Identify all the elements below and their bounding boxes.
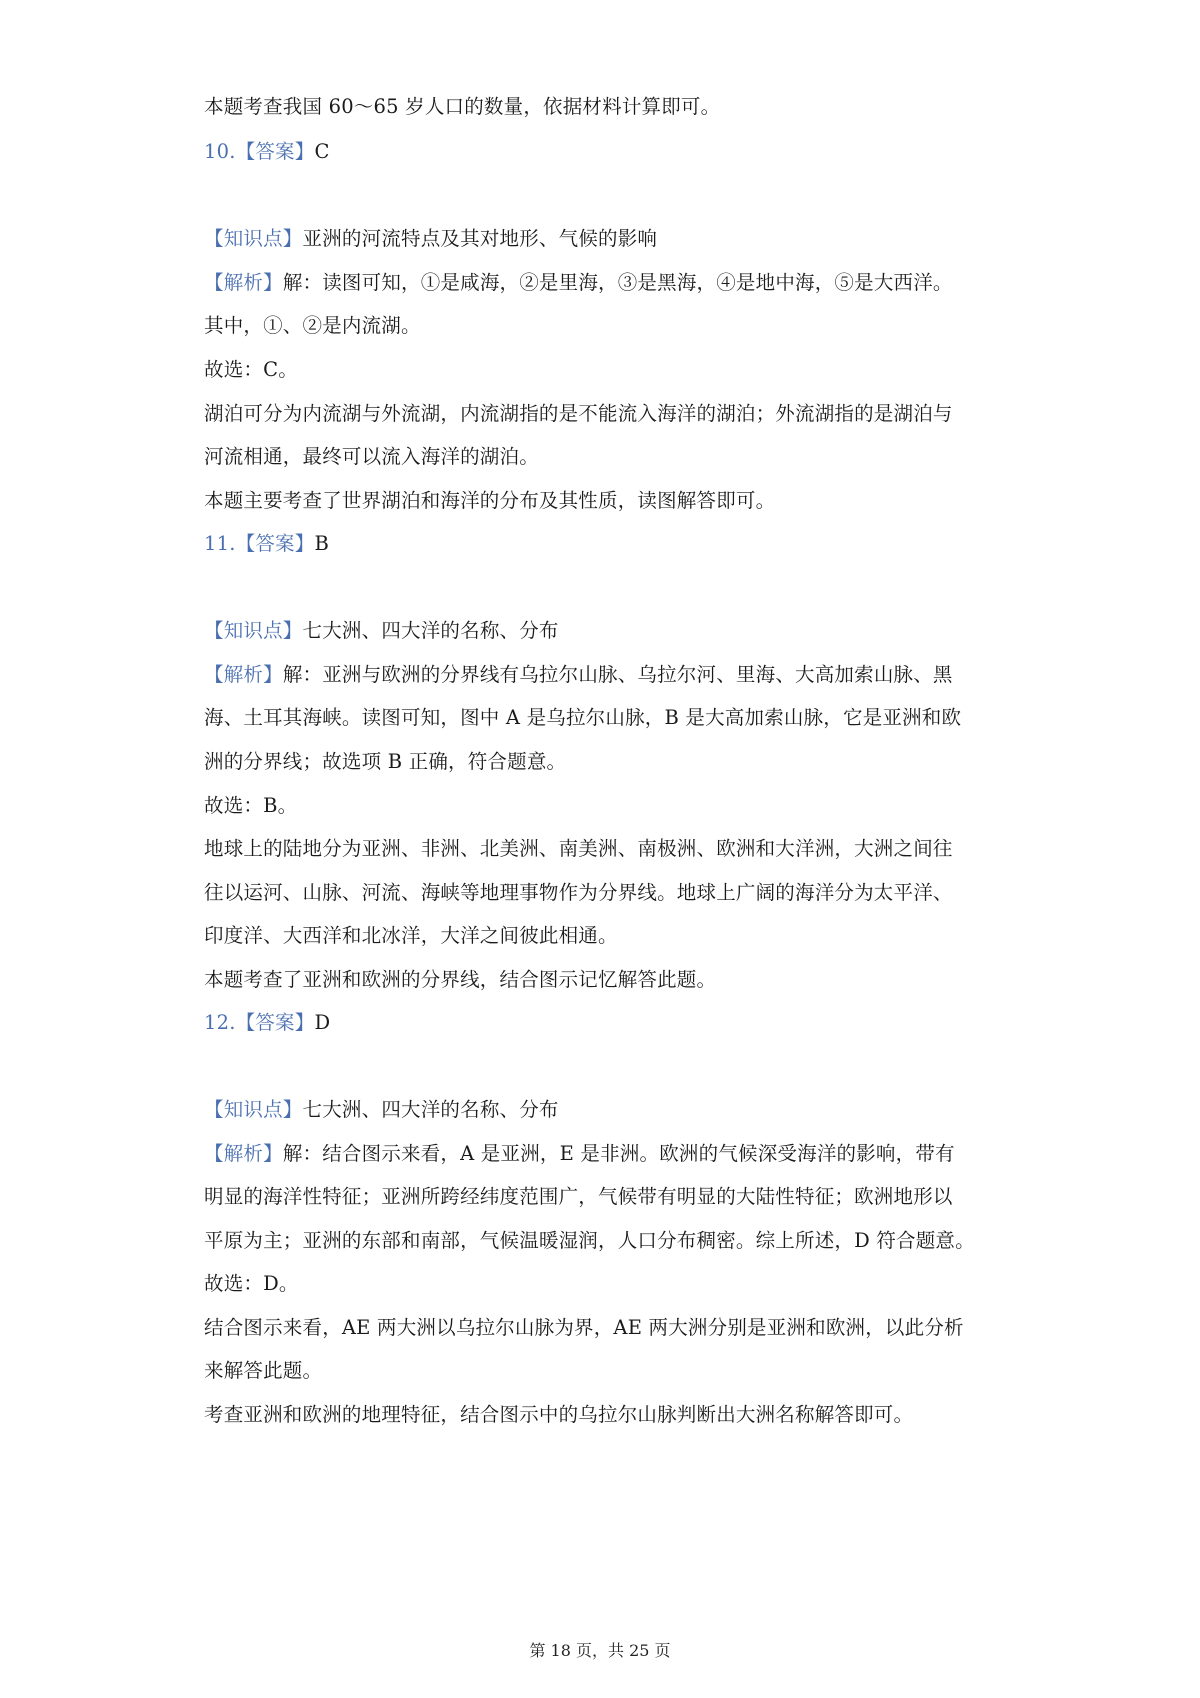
answer-line-10 [204, 139, 1024, 165]
analysis-tag: 【解析】 [204, 271, 283, 294]
knowledge-tag: 【知识点】 [204, 227, 303, 250]
knowledge-line: 【知识点】七大洲、四大洋的名称、分布 [204, 619, 559, 642]
analysis-line: 【解析】解：结合图示来看，A 是亚洲，E 是非洲。欧洲的气候深受海洋的影响，带有 [204, 1142, 955, 1165]
text-line: 河流相通，最终可以流入海洋的湖泊。 [204, 445, 539, 468]
text-line: 洲的分界线；故选项 B 正确，符合题意。 [204, 750, 567, 773]
question-number: 12. [204, 1011, 236, 1034]
knowledge-line: 【知识点】亚洲的河流特点及其对地形、气候的影响 [204, 227, 658, 250]
text-line: 故选：D。 [204, 1272, 299, 1295]
answer-value: C [314, 140, 330, 163]
text-line: 本题主要考查了世界湖泊和海洋的分布及其性质，读图解答即可。 [204, 489, 776, 512]
analysis-tag: 【解析】 [204, 663, 283, 686]
analysis-line: 【解析】解：亚洲与欧洲的分界线有乌拉尔山脉、乌拉尔河、里海、大高加索山脉、黑 [204, 663, 953, 686]
text-line: 其中，①、②是内流湖。 [204, 314, 421, 337]
knowledge-tag: 【知识点】 [204, 619, 303, 642]
text-line: 本题考查我国 60～65 岁人口的数量，依据材料计算即可。 [204, 95, 721, 118]
text-line: 考查亚洲和欧洲的地理特征，结合图示中的乌拉尔山脉判断出大洲名称解答即可。 [204, 1403, 914, 1426]
knowledge-line: 【知识点】七大洲、四大洋的名称、分布 [204, 1098, 559, 1121]
text-line: 湖泊可分为内流湖与外流湖，内流湖指的是不能流入海洋的湖泊；外流湖指的是湖泊与 [204, 402, 953, 425]
text-line: 海、土耳其海峡。读图可知，图中 A 是乌拉尔山脉，B 是大高加索山脉，它是亚洲和欧 [204, 706, 962, 729]
text-line: 明显的海洋性特征；亚洲所跨经纬度范围广，气候带有明显的大陆性特征；欧洲地形以 [204, 1185, 953, 1208]
answer-line-11 [204, 531, 1024, 557]
question-number: 11. [204, 532, 236, 555]
text-line: 往以运河、山脉、河流、海峡等地理事物作为分界线。地球上广阔的海洋分为太平洋、 [204, 881, 953, 904]
text-line: 故选：B。 [204, 794, 298, 817]
answer-tag: 【答案】 [235, 140, 315, 163]
analysis-line: 【解析】解：读图可知，①是咸海，②是里海，③是黑海，④是地中海，⑤是大西洋。 [204, 271, 953, 294]
answer-tag: 【答案】 [235, 1011, 315, 1034]
text-line: 结合图示来看，AE 两大洲以乌拉尔山脉为界，AE 两大洲分别是亚洲和欧洲，以此分析 [204, 1316, 964, 1339]
answer-value: B [314, 532, 329, 555]
answer-tag: 【答案】 [235, 532, 315, 555]
question-number: 10. [204, 140, 236, 163]
text-line: 来解答此题。 [204, 1359, 323, 1382]
page-number-footer: 第 18 页，共 25 页 [529, 1641, 671, 1660]
text-line: 平原为主；亚洲的东部和南部，气候温暖湿润，人口分布稠密。综上所述，D 符合题意。 [204, 1229, 975, 1252]
answer-line-12 [204, 1010, 1024, 1036]
text-line: 故选：C。 [204, 358, 298, 381]
text-line: 地球上的陆地分为亚洲、非洲、北美洲、南美洲、南极洲、欧洲和大洋洲，大洲之间往 [204, 837, 953, 860]
knowledge-tag: 【知识点】 [204, 1098, 303, 1121]
answer-value: D [314, 1011, 331, 1034]
text-line: 印度洋、大西洋和北冰洋，大洋之间彼此相通。 [204, 924, 618, 947]
analysis-tag: 【解析】 [204, 1142, 283, 1165]
text-line: 本题考查了亚洲和欧洲的分界线，结合图示记忆解答此题。 [204, 968, 717, 991]
